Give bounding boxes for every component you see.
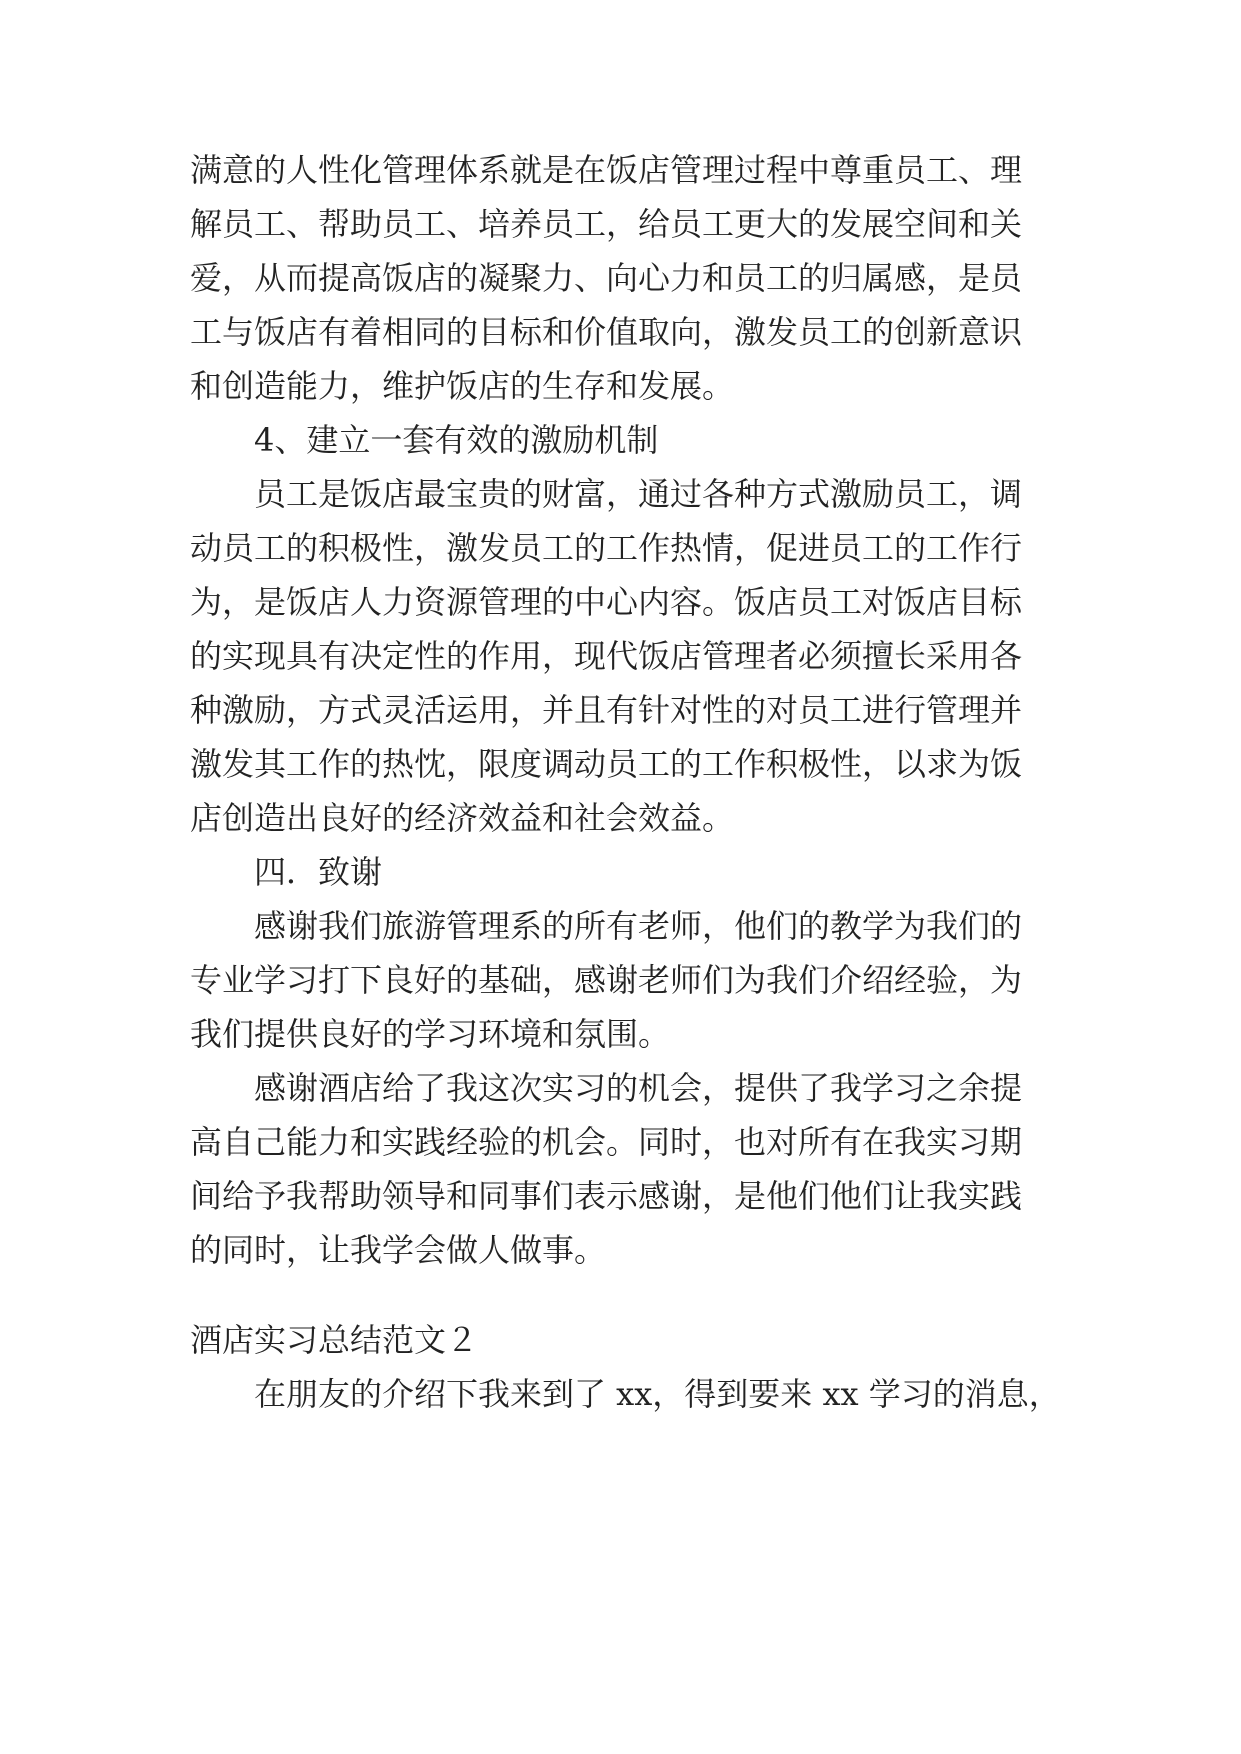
section-heading: 四．致谢 xyxy=(254,853,383,891)
text-line: 高自己能力和实践经验的机会。同时，也对所有在我实习期 xyxy=(190,1123,1023,1161)
text-line: 为，是饭店人力资源管理的中心内容。饭店员工对饭店目标 xyxy=(190,583,1023,621)
text-line: 激发其工作的热忱，限度调动员工的工作积极性，以求为饭 xyxy=(190,745,1023,783)
text-line: 和创造能力，维护饭店的生存和发展。 xyxy=(190,367,735,405)
text-line: 的实现具有决定性的作用，现代饭店管理者必须擅长采用各 xyxy=(190,637,1023,675)
text-line: 间给予我帮助领导和同事们表示感谢，是他们他们让我实践 xyxy=(190,1177,1023,1215)
text-line: 工与饭店有着相同的目标和价值取向，激发员工的创新意识 xyxy=(190,313,1023,351)
text-line: 在朋友的介绍下我来到了 xx，得到要来 xx 学习的消息， xyxy=(254,1375,1061,1413)
text-line: 解员工、帮助员工、培养员工，给员工更大的发展空间和关 xyxy=(190,205,1023,243)
text-line: 的同时，让我学会做人做事。 xyxy=(190,1231,607,1269)
text-line: 感谢酒店给了我这次实习的机会，提供了我学习之余提 xyxy=(254,1069,1023,1107)
text-line: 店创造出良好的经济效益和社会效益。 xyxy=(190,799,735,837)
text-line: 满意的人性化管理体系就是在饭店管理过程中尊重员工、理 xyxy=(190,151,1023,189)
text-line: 动员工的积极性，激发员工的工作热情，促进员工的工作行 xyxy=(190,529,1023,567)
text-line: 专业学习打下良好的基础，感谢老师们为我们介绍经验，为 xyxy=(190,961,1023,999)
text-line: 感谢我们旅游管理系的所有老师，他们的教学为我们的 xyxy=(254,907,1023,945)
text-line: 种激励，方式灵活运用，并且有针对性的对员工进行管理并 xyxy=(190,691,1023,729)
article-title: 酒店实习总结范文２ xyxy=(190,1321,479,1359)
text-line: 我们提供良好的学习环境和氛围。 xyxy=(190,1015,671,1053)
text-line: 员工是饭店最宝贵的财富，通过各种方式激励员工，调 xyxy=(254,475,1023,513)
section-heading: 4、建立一套有效的激励机制 xyxy=(254,421,659,459)
text-line: 爱，从而提高饭店的凝聚力、向心力和员工的归属感，是员 xyxy=(190,259,1023,297)
